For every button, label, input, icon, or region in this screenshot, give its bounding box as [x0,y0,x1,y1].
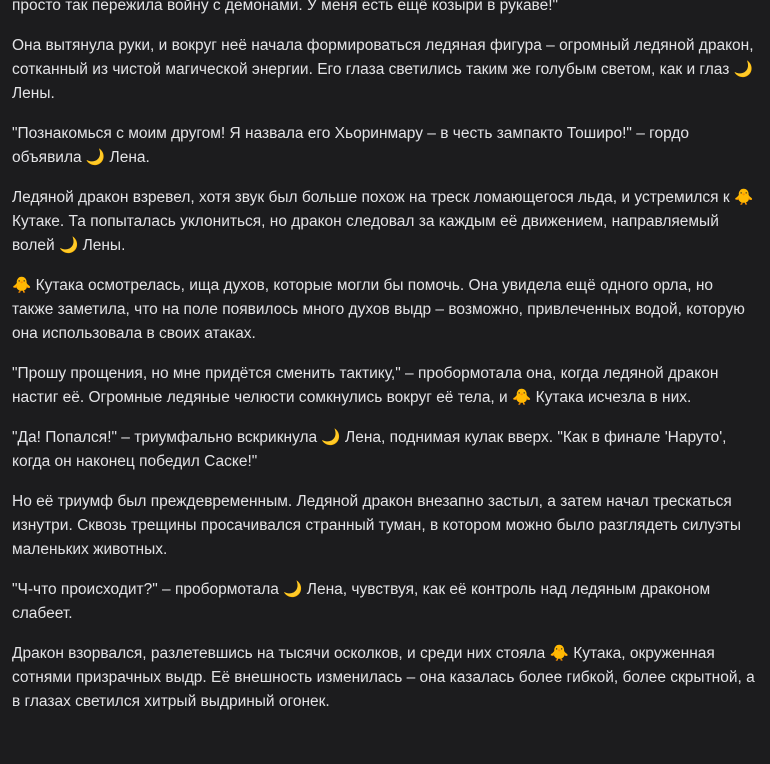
message-paragraph: "Познакомься с моим другом! Я назвала его Хьоринмару – в честь зампакто Тоширо!" – гордо объявила 🌙 Лена. [12,125,694,166]
message-paragraph: "Да! Попался!" – триумфально вскрикнула 🌙 Лена, поднимая кулак вверх. "Как в финале 'Наруто', когда он наконец победил Саске!" [12,429,731,470]
message-paragraph: "Ч-что происходит?" – пробормотала 🌙 Лена, чувствуя, как её контроль над ледяным драконом слабеет. [12,581,715,622]
message-paragraph: Но её триумф был преждевременным. Ледяной дракон внезапно застыл, а затем начал трескаться изнутри. Сквозь трещины просачивался странный туман, в котором можно было разглядеть силуэты маленьких животных. [12,493,746,558]
message-paragraph: Она вытянула руки, и вокруг неё начала формироваться ледяная фигура – огромный ледяной дракон, сотканный из чистой магической энергии. Его глаза светились таким же голубым светом, как и глаз 🌙 Лены. [12,37,758,102]
message-body [12,0,760,730]
message-paragraph: "Прошу прощения, но мне придётся сменить тактику," – пробормотала она, когда ледяной дракон настиг её. Огромные ледяные челюсти сомкнулись вокруг её тела, и 🐥 Кутака исчезла в них. [12,365,723,406]
message-paragraph: 🐥 Кутака осмотрелась, ища духов, которые могли бы помочь. Она увидела ещё одного орла, но также заметила, что на поле появилось много духов выдр – возможно, привлеченных водой, которую она использовала в своих атаках. [12,277,750,342]
message-paragraph: просто так пережила войну с демонами. У меня есть ещё козыри в рукаве!" [12,0,559,14]
message-paragraph: Дракон взорвался, разлетевшись на тысячи осколков, и среди них стояла 🐥 Кутака, окруженная сотнями призрачных выдр. Её внешность изменилась – она казалась более гибкой, более скрытной, а в глазах светился хитрый выдриный огонек. [12,645,760,710]
message-paragraph: Ледяной дракон взревел, хотя звук был больше похож на треск ломающегося льда, и устремился к 🐥 Кутаке. Та попыталась уклониться, но дракон следовал за каждым её движением, направляемый волей 🌙 Лены. [12,189,758,254]
